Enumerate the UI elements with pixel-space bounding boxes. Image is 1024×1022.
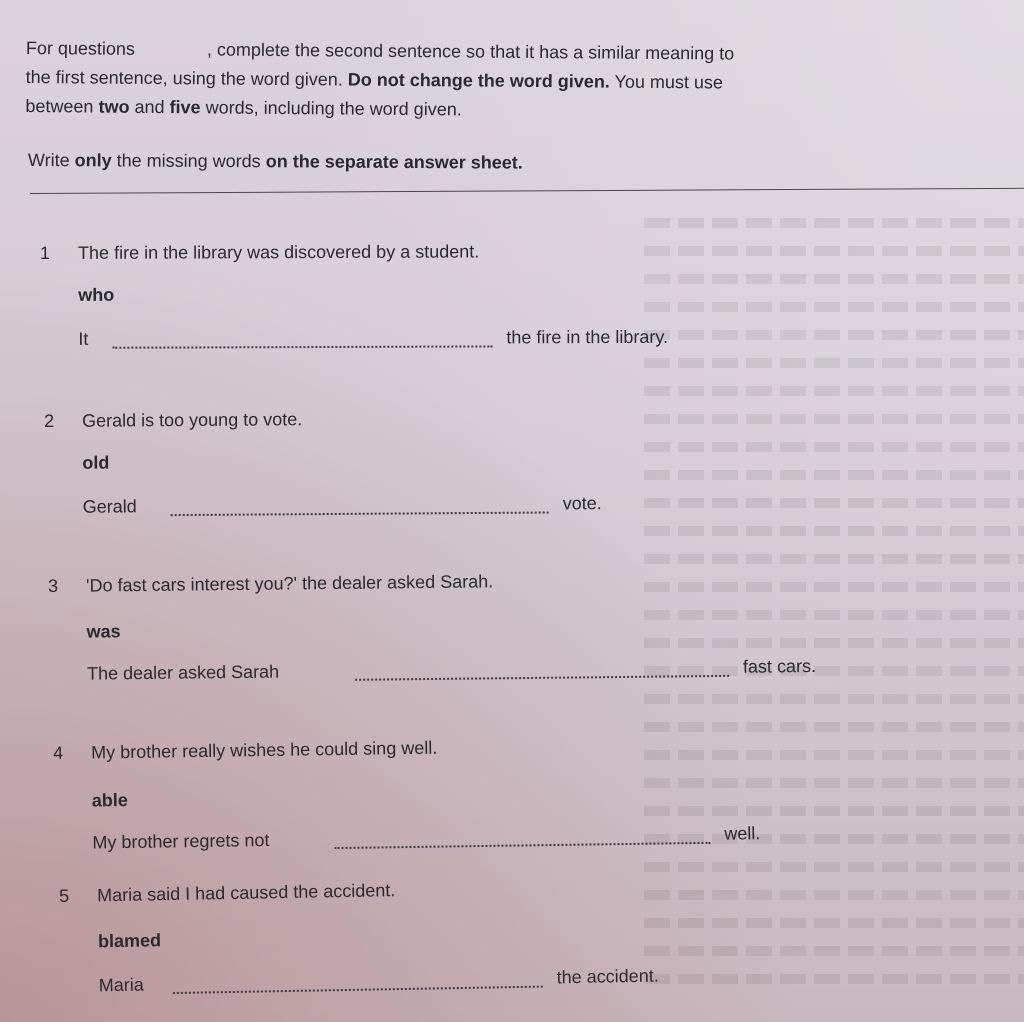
instr-line2-part1: the first sentence, using the word given. <box>25 66 343 90</box>
instr-line1-part1: For questions <box>25 37 136 59</box>
keyword: able <box>91 789 128 811</box>
question-text: 'Do fast cars interest you?' the dealer asked Sarah. <box>85 571 494 596</box>
note-bold2: on the separate answer sheet. <box>265 151 523 173</box>
question-number: 1 <box>40 242 51 263</box>
question-number: 2 <box>44 410 55 431</box>
answer-line <box>78 327 668 350</box>
note-bold1: only <box>74 150 112 171</box>
answer-blank[interactable] <box>112 345 492 348</box>
answer-blank[interactable] <box>334 842 710 849</box>
answer-sheet-note <box>28 150 523 174</box>
divider-line <box>30 188 1024 194</box>
answer-end: fast cars. <box>742 655 817 677</box>
note-part2: the missing words <box>116 150 261 172</box>
instr-line3-part2: and <box>134 96 165 118</box>
note-part1: Write <box>27 150 70 171</box>
question-sentence <box>59 880 396 907</box>
question-number: 4 <box>53 742 64 763</box>
keyword: old <box>82 452 110 473</box>
answer-blank[interactable] <box>355 675 729 681</box>
answer-start: Gerald <box>82 496 137 517</box>
answer-end: the accident. <box>556 965 659 988</box>
answer-end: vote. <box>562 493 602 514</box>
instr-line2-part2: You must use <box>614 71 724 93</box>
question-sentence <box>40 241 479 264</box>
instructions <box>25 34 946 128</box>
question-text: My brother really wishes he could sing well. <box>90 737 438 763</box>
instr-line1-part2: , complete the second sentence so that it has a similar meaning to <box>206 39 735 64</box>
question-sentence <box>53 738 437 764</box>
question-number: 3 <box>48 575 59 596</box>
show-through-text <box>604 200 1024 1020</box>
instr-line3-bold1: two <box>98 96 130 117</box>
answer-blank[interactable] <box>171 511 549 516</box>
keyword: blamed <box>97 930 162 952</box>
question-text: Gerald is too young to vote. <box>81 409 303 431</box>
answer-blank[interactable] <box>173 986 543 994</box>
instr-line2-bold: Do not change the word given. <box>347 69 610 92</box>
keyword: was <box>86 621 121 642</box>
answer-start: Maria <box>98 974 144 996</box>
instr-line3-part1: between <box>25 95 94 117</box>
instr-line3-part3: words, including the word given. <box>205 97 462 120</box>
answer-line <box>87 656 816 685</box>
answer-start: My brother regrets not <box>92 829 270 853</box>
answer-start: It <box>78 328 89 349</box>
keyword: who <box>78 284 115 305</box>
question-text: The fire in the library was discovered by a student. <box>77 241 480 263</box>
instr-line3-bold2: five <box>169 97 201 118</box>
question-number: 5 <box>59 885 70 906</box>
question-text: Maria said I had caused the accident. <box>96 880 396 906</box>
question-sentence <box>48 571 493 597</box>
answer-line <box>92 823 760 853</box>
answer-end: the fire in the library. <box>506 326 669 348</box>
question-sentence <box>44 409 302 432</box>
answer-line <box>99 966 659 997</box>
answer-end: well. <box>724 823 761 844</box>
answer-line <box>83 493 602 518</box>
answer-start: The dealer asked Sarah <box>86 661 280 684</box>
